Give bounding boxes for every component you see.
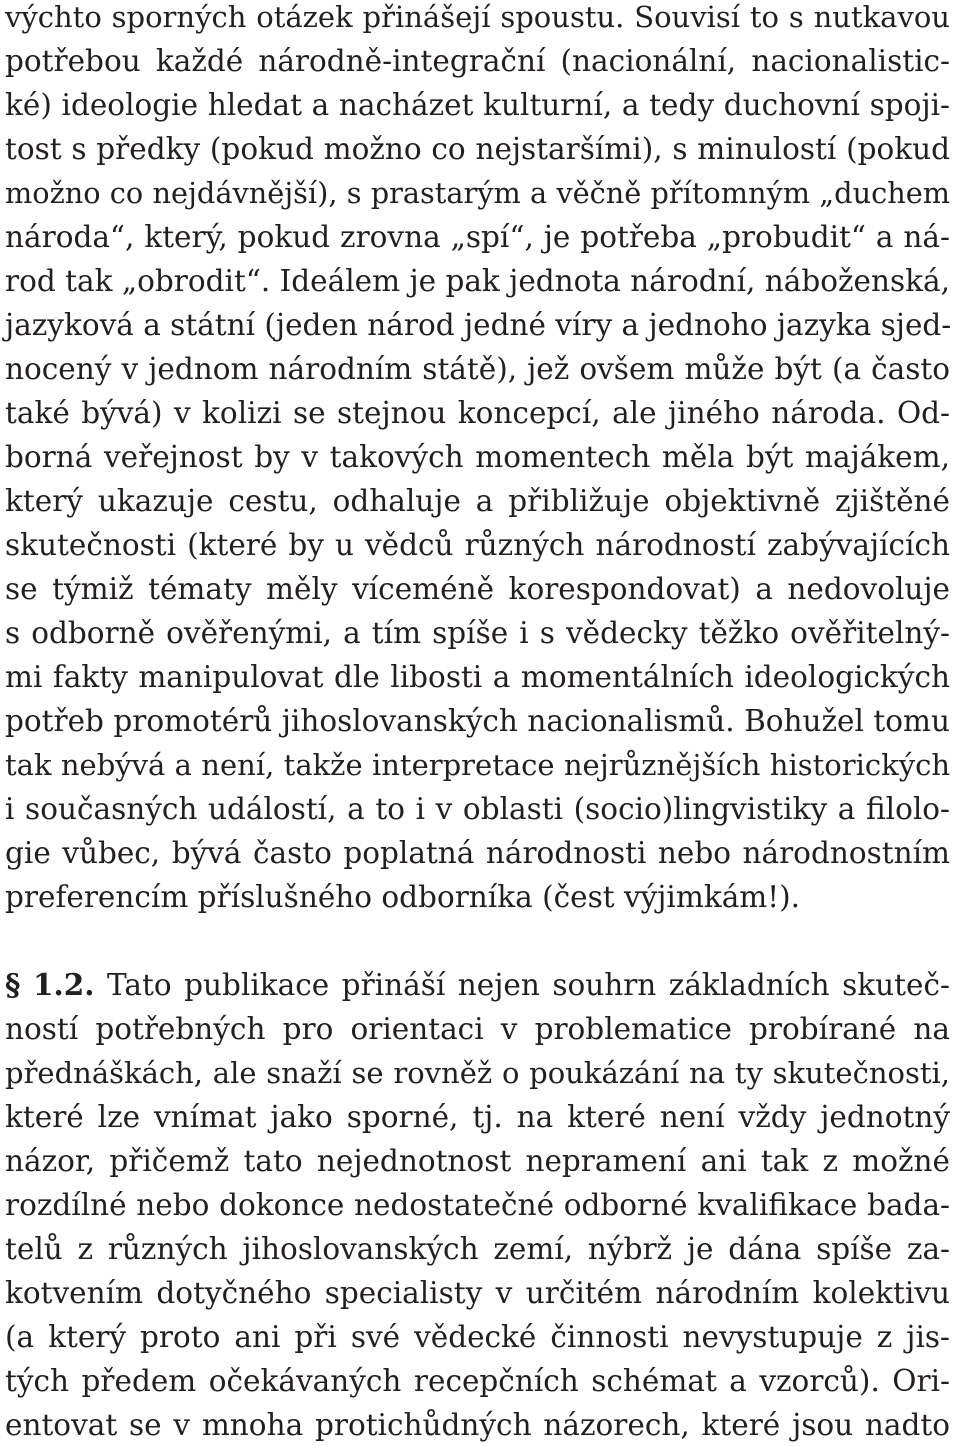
text-line: borná veřejnost by v takových momentech měla být majákem, (5, 440, 950, 474)
section-first-line-text: Tato publikace přináší nejen souhrn základních skuteč- (107, 968, 950, 1002)
text-line: potřebou každé národně-integrační (nacionální, nacionalistic- (5, 44, 950, 78)
text-line: ké) ideologie hledat a nacházet kulturní, a tedy duchovní spoji- (5, 88, 950, 122)
text-line: který ukazuje cestu, odhaluje a přibližuje objektivně zjištěné (5, 484, 950, 518)
text-line: rozdílné nebo dokonce nedostatečné odborné kvalifikace bada- (5, 1188, 950, 1222)
text-line: nocený v jednom národním státě), jež ovšem může být (a často (5, 352, 950, 386)
text-line: tost s předky (pokud možno co nejstaršími), s minulostí (pokud (5, 132, 950, 166)
section-sign: § (5, 967, 21, 1002)
text-line: entovat se v mnoha protichůdných názorech, které jsou nadto (5, 1408, 950, 1442)
text-line: i současných událostí, a to i v oblasti (socio)lingvistiky a filolo- (5, 792, 950, 826)
text-line: mi fakty manipulovat dle libosti a momentálních ideologických (5, 660, 950, 694)
text-line: potřeb promotérů jihoslovanských nacionalismů. Bohužel tomu (5, 704, 950, 738)
text-line: s odborně ověřenými, a tím spíše i s vědecky těžko ověřitelný- (5, 616, 950, 650)
text-line: preferencím příslušného odborníka (čest výjimkám!). (5, 880, 801, 914)
text-line: názor, přičemž tato nejednotnost nepramení ani tak z možné (5, 1144, 950, 1178)
text-line: kotvením dotyčného specialisty v určitém národním kolektivu (5, 1276, 950, 1310)
text-line: jazyková a státní (jeden národ jedné víry a jednoho jazyka sjed- (5, 308, 952, 342)
section-heading-line (5, 967, 950, 1003)
text-line: možno co nejdávnější), s prastarým a věčně přítomným „duchem (5, 176, 950, 210)
text-line: tak nebývá a není, takže interpretace nejrůznějších historických (5, 748, 950, 782)
text-line: které lze vnímat jako sporné, tj. na které není vždy jednotný (5, 1100, 950, 1134)
text-line: telů z různých jihoslovanských zemí, nýbrž je dána spíše za- (5, 1232, 950, 1266)
text-line: (a který proto ani při své vědecké činnosti nevystupuje z jis- (5, 1320, 950, 1354)
text-line: se týmiž tématy měly víceméně korespondovat) a nedovoluje (5, 572, 950, 606)
text-line: národa“, který, pokud zrovna „spí“, je potřeba „probudit“ a ná- (5, 220, 950, 254)
section-number: 1.2. (32, 967, 95, 1002)
text-line: skutečnosti (které by u vědců různých národností zabývajících (5, 528, 950, 562)
text-line: rod tak „obrodit“. Ideálem je pak jednota národní, náboženská, (5, 264, 950, 298)
text-line: ností potřebných pro orientaci v problematice probírané na (5, 1012, 950, 1046)
text-line: přednáškách, ale snaží se rovněž o poukázání na ty skutečnosti, (5, 1056, 950, 1090)
text-line: také bývá) v kolizi se stejnou koncepcí, ale jiného národa. Od- (5, 396, 950, 430)
text-line: výchto sporných otázek přinášejí spoustu. Souvisí to s nutkavou (5, 0, 950, 34)
text-line: gie vůbec, bývá často poplatná národnosti nebo národnostním (5, 836, 950, 870)
text-line: tých předem očekávaných recepčních schémat a vzorců). Ori- (5, 1364, 950, 1398)
